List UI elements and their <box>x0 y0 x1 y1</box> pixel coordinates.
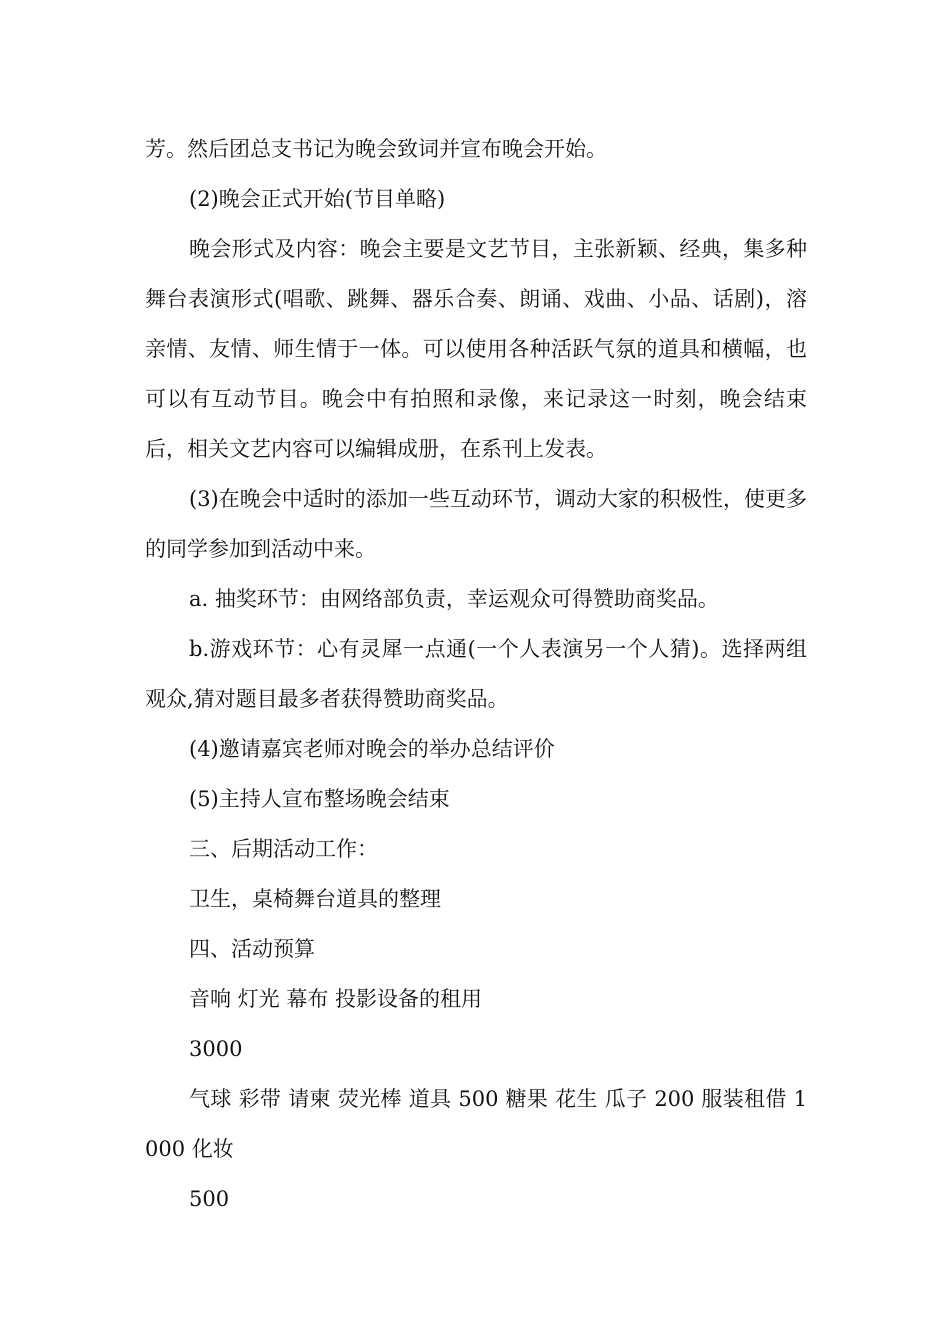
paragraph-item-3: (3)在晚会中适时的添加一些互动环节，调动大家的积极性，使更多的同学参加到活动中来。 <box>145 487 807 561</box>
paragraph-item-4: (4)邀请嘉宾老师对晚会的举办总结评价 <box>189 737 555 761</box>
paragraph-item-2: (2)晚会正式开始(节目单略) <box>189 187 446 211</box>
paragraph-lottery: a. 抽奖环节：由网络部负责，幸运观众可得赞助商奖品。 <box>189 587 719 611</box>
budget-amount-equipment: 3000 <box>189 1037 243 1061</box>
paragraph-continuation: 芳。然后团总支书记为晚会致词并宣布晚会开始。 <box>145 137 607 161</box>
budget-amount-makeup: 500 <box>189 1187 230 1211</box>
document-body <box>145 124 807 1224</box>
paragraph-cleanup: 卫生，桌椅舞台道具的整理 <box>189 887 441 911</box>
paragraph-item-5: (5)主持人宣布整场晚会结束 <box>189 787 450 811</box>
paragraph-game: b.游戏环节：心有灵犀一点通(一个人表演另一个人猜)。选择两组观众,猜对题目最多者获得赞助商奖品。 <box>145 637 807 711</box>
budget-supplies: 气球 彩带 请柬 荧光棒 道具 500 糖果 花生 瓜子 200 服装租借 1000 化妆 <box>145 1087 807 1161</box>
section-heading-post-activity: 三、后期活动工作： <box>189 837 378 861</box>
section-heading-budget: 四、活动预算 <box>189 937 315 961</box>
paragraph-format-content: 晚会形式及内容：晚会主要是文艺节目，主张新颖、经典，集多种舞台表演形式(唱歌、跳舞、器乐合奏、朗诵、戏曲、小品、话剧)，溶亲情、友情、师生情于一体。可以使用各种活跃气氛的道具和横幅，也可以有互动节目。晚会中有拍照和录像，来记录这一时刻，晚会结束后，相关文艺内容可以编辑成册，在系刊上发表。 <box>145 237 807 461</box>
budget-equipment-rental: 音响 灯光 幕布 投影设备的租用 <box>189 987 483 1011</box>
